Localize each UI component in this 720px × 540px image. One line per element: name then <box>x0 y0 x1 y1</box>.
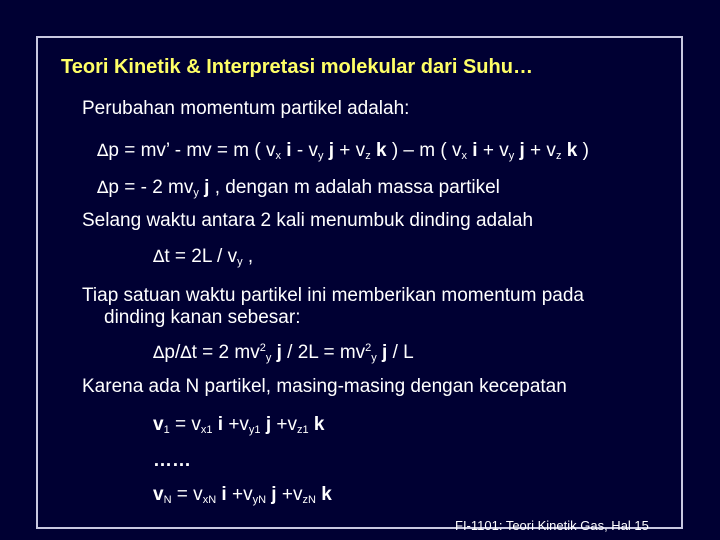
delta-symbol: ∆ <box>97 141 109 161</box>
equation-velocity-n: $v_N = v_{xN}$ $i +v_{yN}$ $j +v_{zN}$ k <box>153 484 332 506</box>
equation-momentum-result: ∆p = - 2 $mv_y$ j , dengan m adalah massa partikel <box>97 177 500 199</box>
n-particles-line: Karena ada N partikel, masing-masing dengan kecepatan <box>82 376 567 397</box>
delta-symbol: ∆ <box>153 343 165 363</box>
equation-velocity-1: $v_1 = v_{x1}$ $i +v_{y1}$ $j +v_{z1}$ k <box>153 414 325 436</box>
delta-symbol: ∆ <box>180 343 192 363</box>
momentum-rate-line: Tiap satuan waktu partikel ini memberikan momentum pada <box>82 285 584 306</box>
delta-symbol: ∆ <box>153 247 165 267</box>
equation-momentum-rate: ∆p/∆t = 2 $mv^2_y$ $j / 2L = mv^2_y$ j / L <box>153 342 414 364</box>
time-interval-line: Selang waktu antara 2 kali menumbuk dinding adalah <box>82 210 534 231</box>
momentum-rate-line-cont: dinding kanan sebesar: <box>104 307 301 328</box>
slide-footer: FI-1101: Teori Kinetik Gas, Hal 15 <box>455 518 649 533</box>
equation-momentum-change: ∆p = mv’ - mv = m ( $v_x$ i - $v_y$ $j + v_z$ k ) – m ( $v_x$ $i + v_y$ $j + v_z$ k ) <box>97 140 589 162</box>
slide-title: Teori Kinetik & Interpretasi molekular dari Suhu… <box>61 56 533 78</box>
equation-time-interval: $\Delta t = 2L / v_y$ , <box>153 246 254 268</box>
intro-line: Perubahan momentum partikel adalah: <box>82 98 410 119</box>
ellipsis: …… <box>153 450 191 471</box>
delta-symbol: ∆ <box>97 178 109 198</box>
